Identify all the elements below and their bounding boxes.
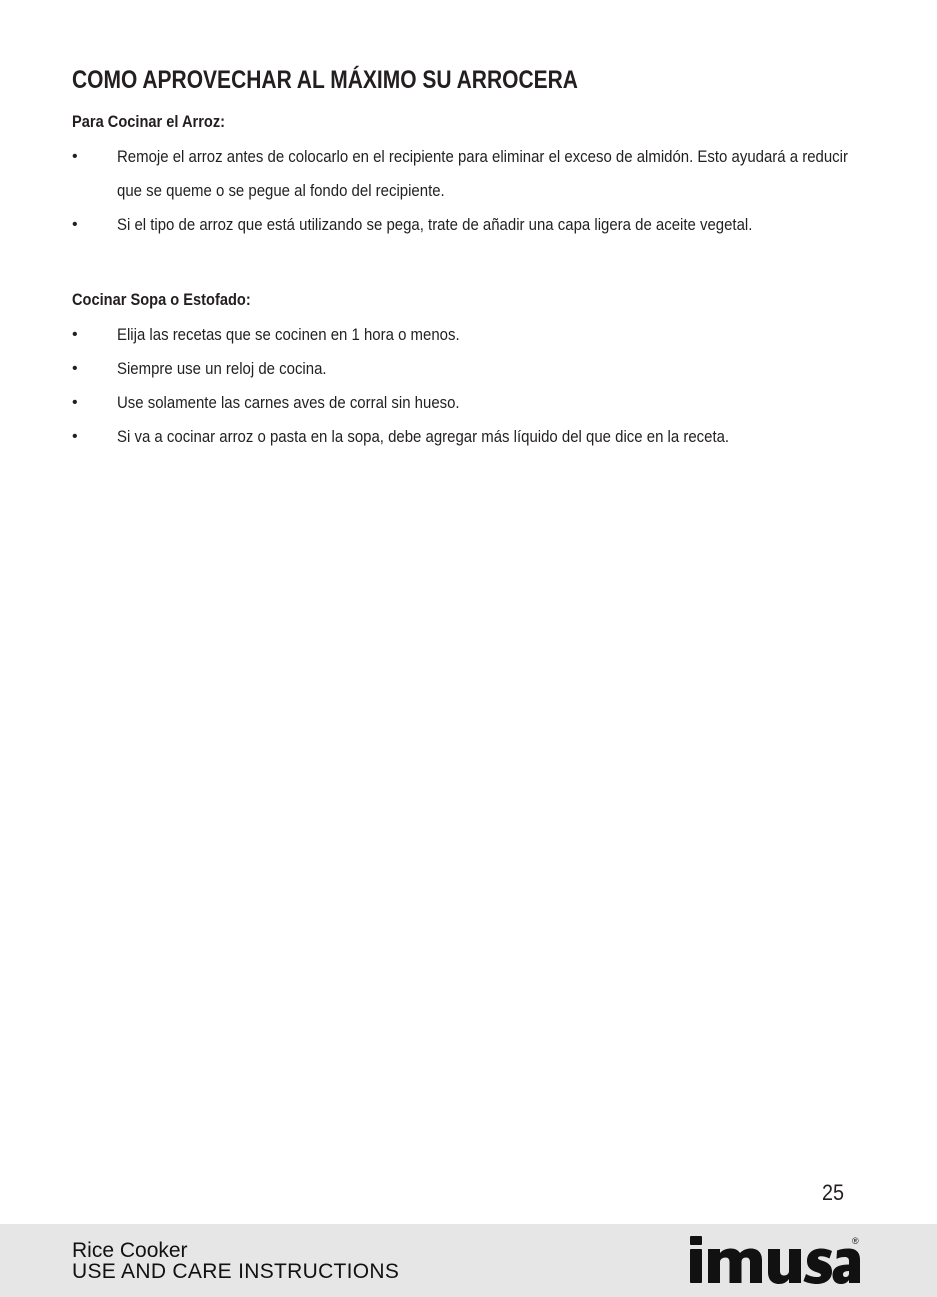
footer-band (0, 1224, 937, 1297)
list-item-text: Remoje el arroz antes de colocarlo en el recipiente para eliminar el exceso de almidón. Esto ayudará a reducir que se queme o se pegue al fondo del recipiente. (117, 147, 848, 200)
bullet-list (72, 318, 872, 454)
bullet-icon: • (72, 326, 78, 343)
list-item (72, 386, 877, 420)
list-item-text: Elija las recetas que se cocinen en 1 hora o menos. (117, 325, 460, 344)
list-item-text: Use solamente las carnes aves de corral sin hueso. (117, 393, 460, 412)
section-heading: Cocinar Sopa o Estofado: (72, 290, 251, 309)
bullet-icon: • (72, 216, 78, 233)
page-number: 25 (822, 1180, 845, 1205)
bullet-icon: • (72, 360, 78, 377)
section-heading: Para Cocinar el Arroz: (72, 112, 226, 131)
page-title: COMO APROVECHAR AL MÁXIMO SU ARROCERA (72, 66, 578, 94)
bullet-icon: • (72, 428, 78, 445)
bullet-list (72, 140, 872, 242)
imusa-logo-icon (690, 1236, 862, 1284)
list-item-text: Si el tipo de arroz que está utilizando se pega, trate de añadir una capa ligera de aceite vegetal. (117, 215, 753, 234)
list-item (72, 208, 877, 242)
list-item (72, 352, 877, 386)
list-item-text: Si va a cocinar arroz o pasta en la sopa, debe agregar más líquido del que dice en la receta. (117, 427, 730, 446)
section-cooking-rice (72, 112, 872, 242)
section-soup-stew (72, 290, 872, 454)
footer-subtitle: USE AND CARE INSTRUCTIONS (72, 1260, 400, 1283)
registered-mark: ® (852, 1236, 859, 1246)
list-item (72, 318, 877, 352)
list-item (72, 420, 877, 454)
bullet-icon: • (72, 148, 78, 165)
list-item-text: Siempre use un reloj de cocina. (117, 359, 327, 378)
list-item (72, 140, 877, 208)
footer-product-name: Rice Cooker (72, 1239, 188, 1262)
bullet-icon: • (72, 394, 78, 411)
